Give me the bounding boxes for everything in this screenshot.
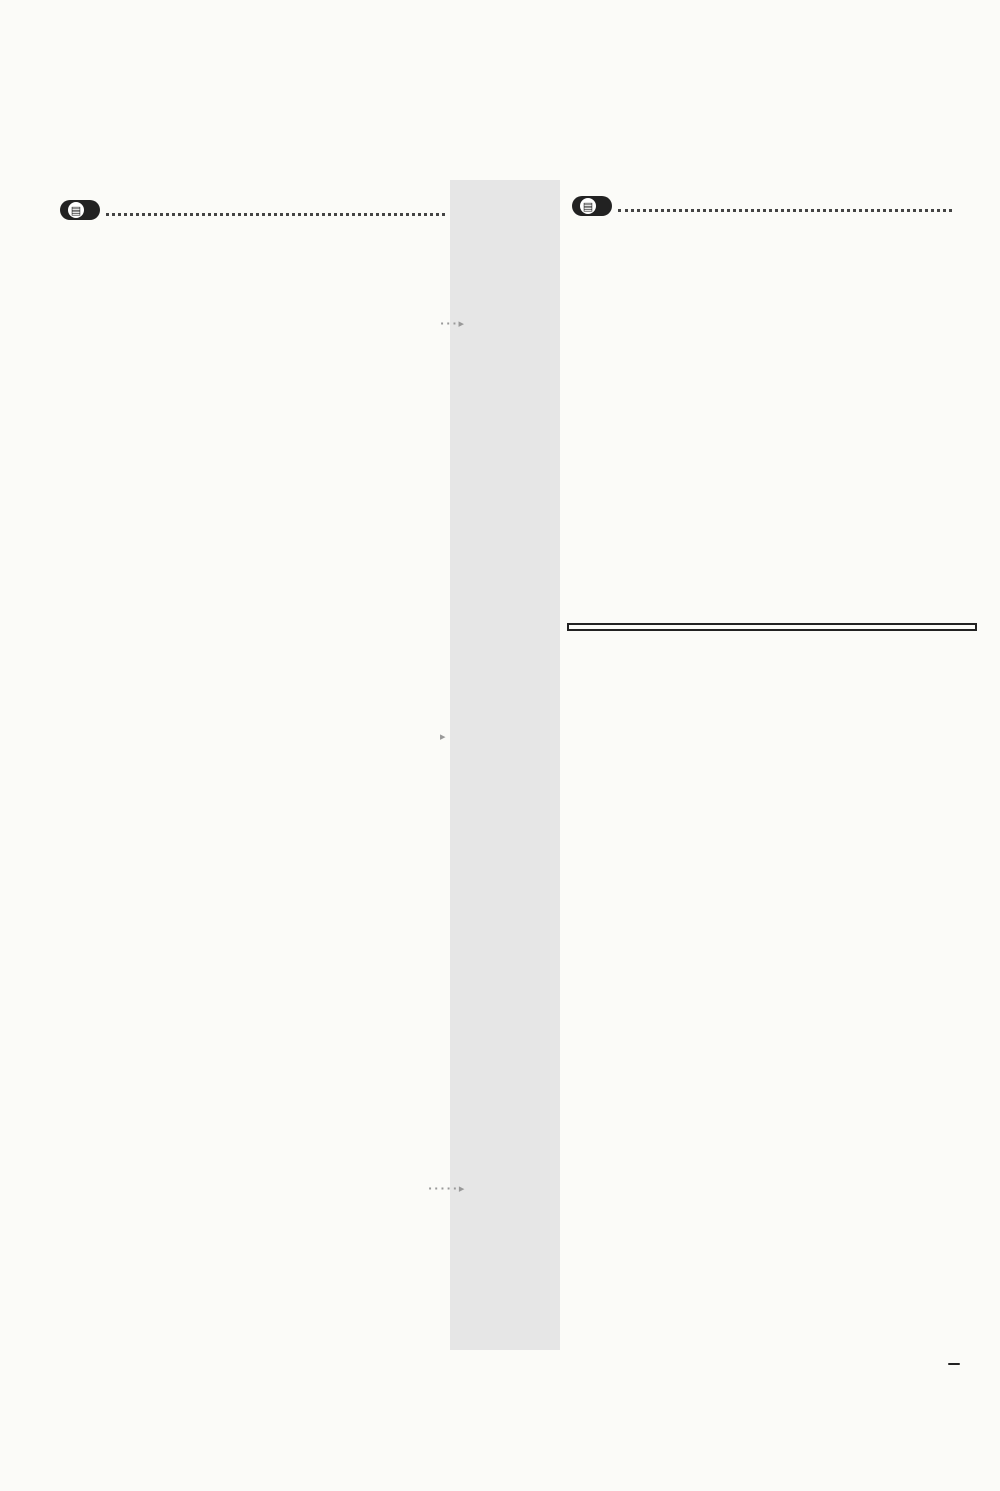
section2-badge [572,196,952,216]
book-icon: ▤ [68,202,84,218]
book-icon: ▤ [580,198,596,214]
tip-1: ···▸ [440,317,467,330]
answer-box [567,623,977,631]
page-number [948,1363,960,1365]
right-column [572,182,942,216]
sidebar-strip [450,180,560,1350]
tip-3: ·····▸ [428,1182,467,1195]
left-column [60,188,445,226]
section1-badge [60,200,445,220]
tip-2: ▸ [440,730,448,743]
